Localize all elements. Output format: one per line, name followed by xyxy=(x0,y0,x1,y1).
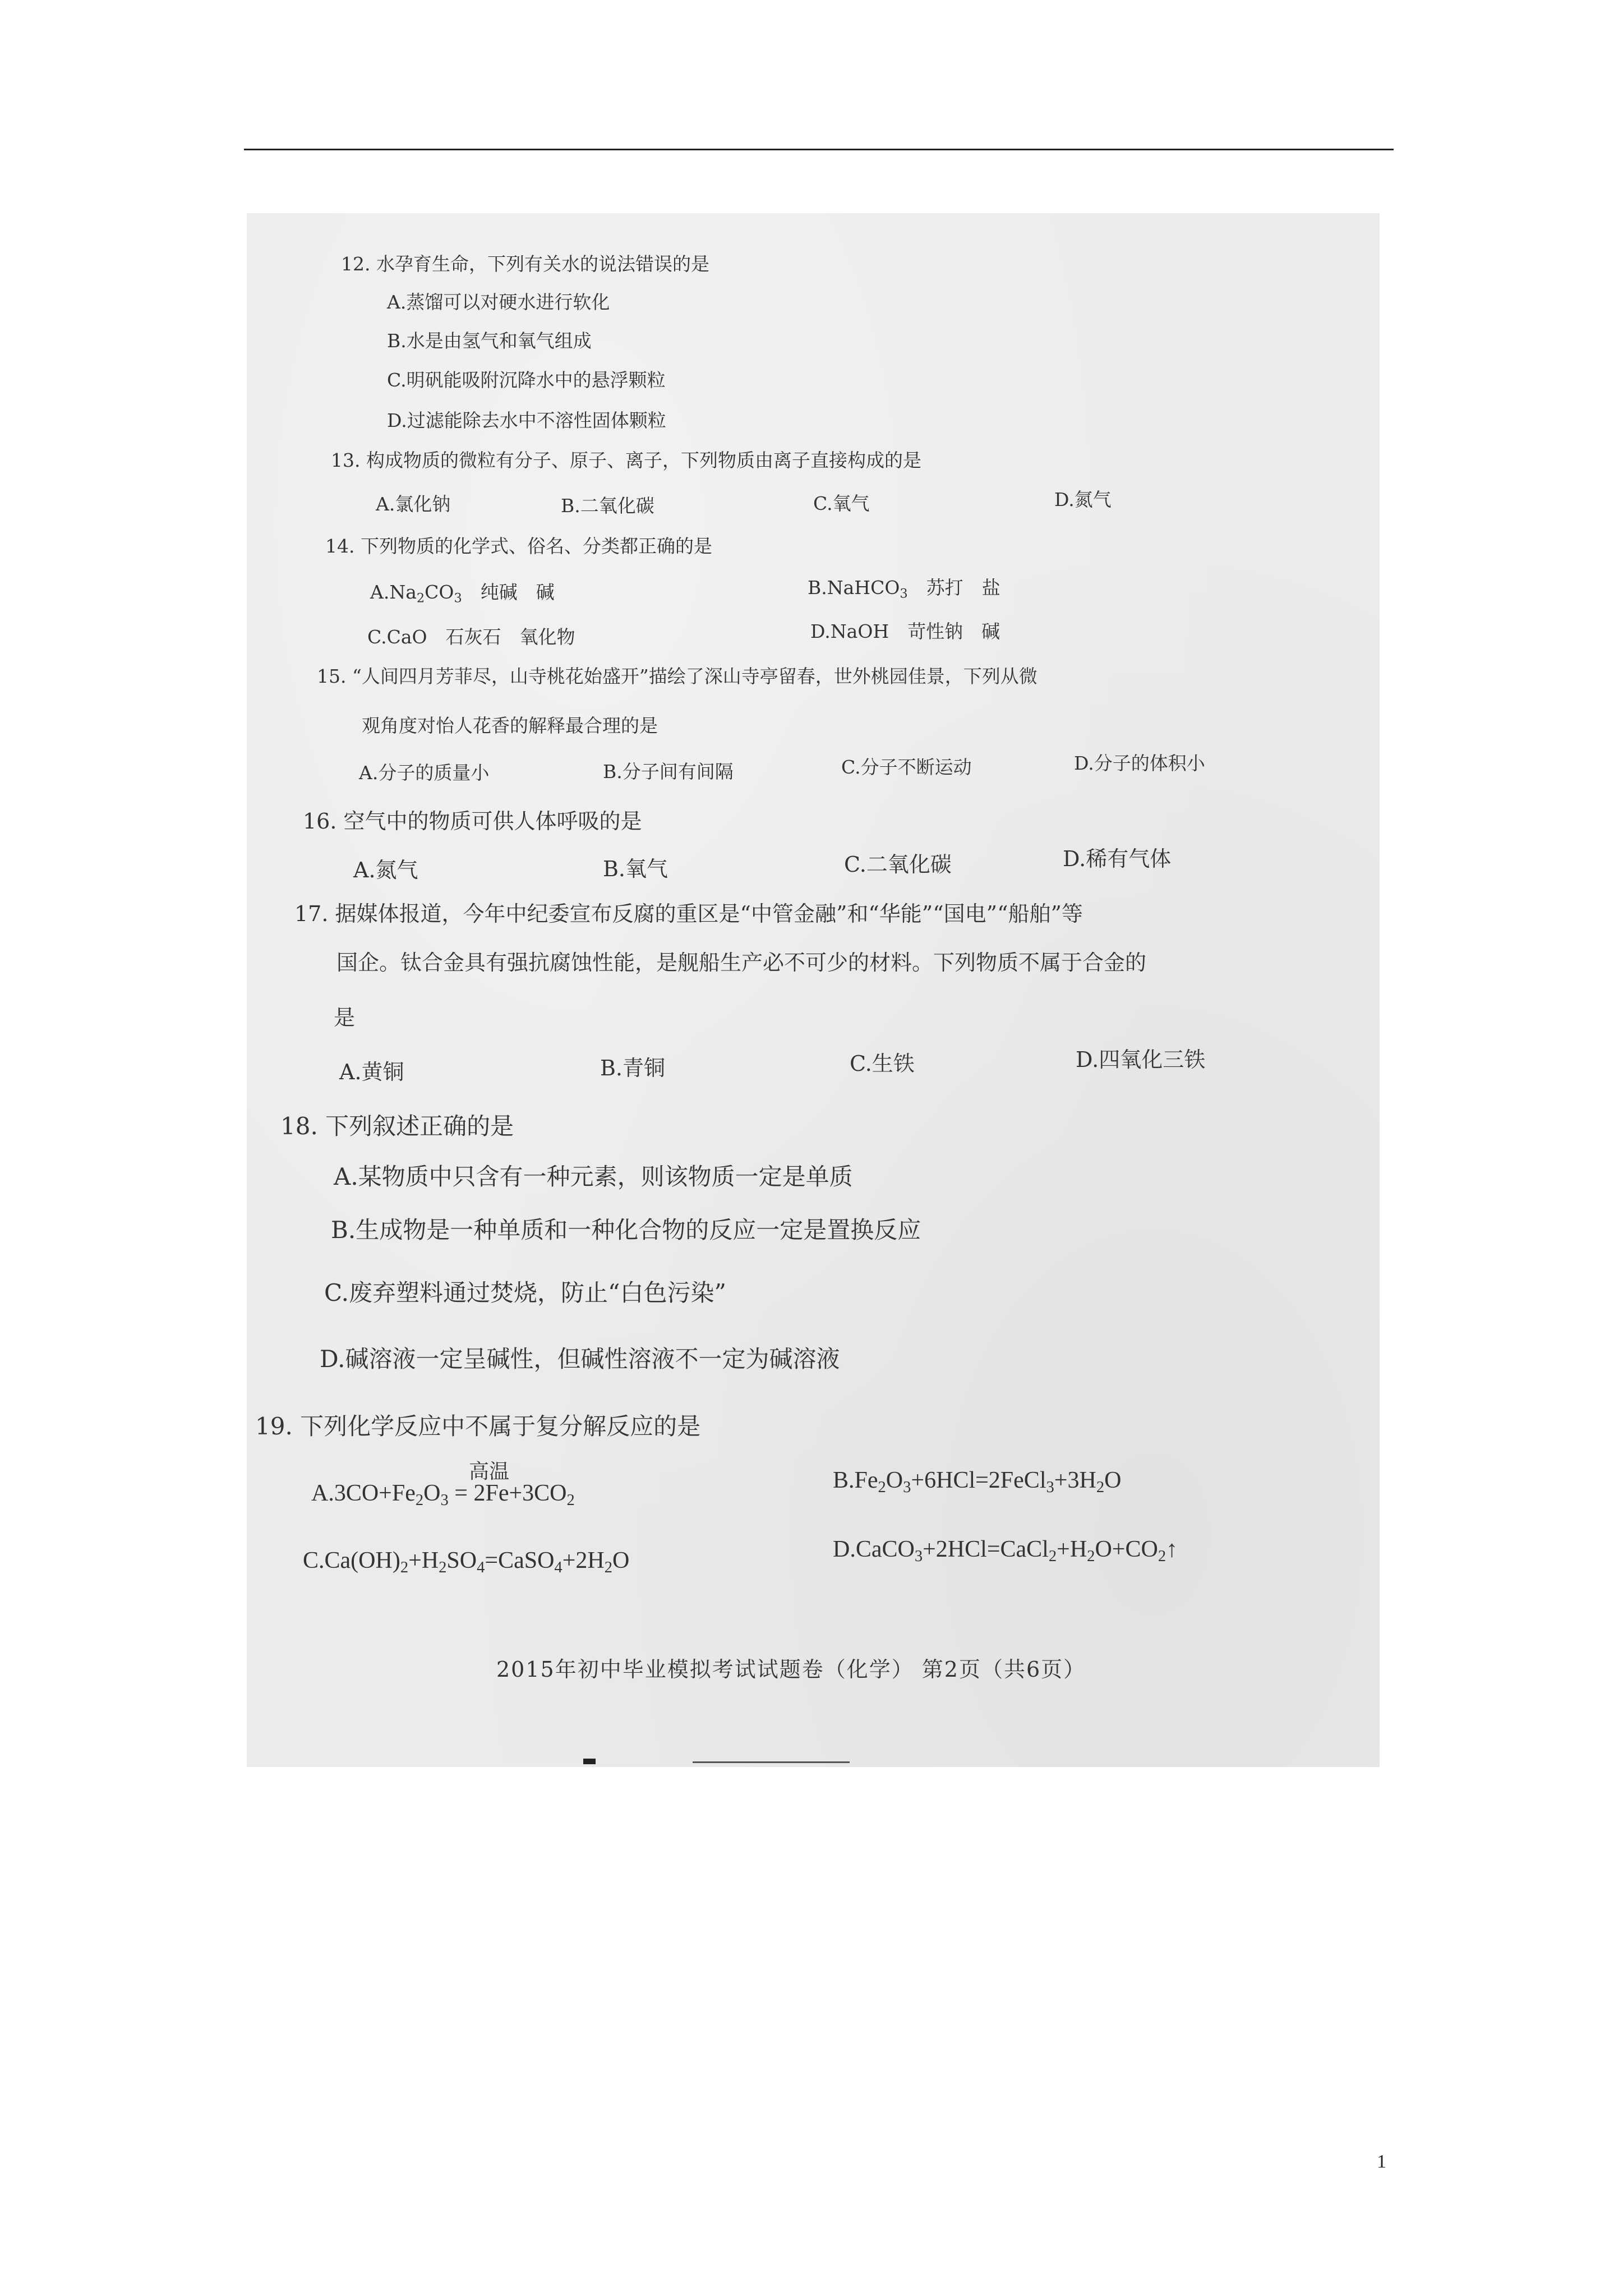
q17-option-c: C.生铁 xyxy=(850,1051,915,1076)
q13-option-c: C.氧气 xyxy=(813,493,870,514)
q15-option-a: A.分子的质量小 xyxy=(359,762,490,784)
q17-stem-line2: 国企。钛合金具有强抗腐蚀性能，是舰船生产必不可少的材料。下列物质不属于合金的 xyxy=(336,950,1147,975)
q18-option-c: C.废弃塑料通过焚烧，防止“白色污染” xyxy=(324,1279,726,1306)
q13-option-a: A.氯化钠 xyxy=(376,493,451,515)
q12-option-b: B.水是由氢气和氧气组成 xyxy=(387,330,592,352)
q18-stem: 18. 下列叙述正确的是 xyxy=(280,1112,514,1140)
q12-option-d: D.过滤能除去水中不溶性固体颗粒 xyxy=(387,409,666,431)
q18-option-a: A.某物质中只含有一种元素，则该物质一定是单质 xyxy=(334,1163,853,1190)
q14-option-b: B.NaHCO$_3$ 苏打 盐 xyxy=(808,577,1000,601)
q12-option-c: C.明矾能吸附沉降水中的悬浮颗粒 xyxy=(387,369,666,391)
q14-stem: 14. 下列物质的化学式、俗名、分类都正确的是 xyxy=(325,535,712,557)
q16-option-d: D.稀有气体 xyxy=(1063,846,1172,871)
q16-stem: 16. 空气中的物质可供人体呼吸的是 xyxy=(303,809,642,834)
q15-option-c: C.分子不断运动 xyxy=(841,756,972,778)
q18-option-b: B.生成物是一种单质和一种化合物的反应一定是置换反应 xyxy=(331,1216,921,1244)
q15-option-d: D.分子的体积小 xyxy=(1074,752,1205,774)
q16-option-a: A.氮气 xyxy=(353,858,418,882)
q17-option-b: B.青铜 xyxy=(600,1056,666,1080)
q15-stem-line1: 15. “人间四月芳菲尽，山寺桃花始盛开”描绘了深山寺亭留春，世外桃园佳景，下列从微 xyxy=(317,665,1038,687)
q14-option-d: D.NaOH 苛性钠 碱 xyxy=(810,620,1000,642)
scan-mark xyxy=(583,1759,596,1764)
q12-stem: 12. 水孕育生命，下列有关水的说法错误的是 xyxy=(341,253,709,275)
q17-stem-line1: 17. 据媒体报道，今年中纪委宣布反腐的重区是“中管金融”和“华能”“国电”“船舶”等 xyxy=(294,901,1083,926)
q13-stem: 13. 构成物质的微粒有分子、原子、离子，下列物质由离子直接构成的是 xyxy=(331,449,921,471)
q17-option-d: D.四氧化三铁 xyxy=(1076,1047,1206,1072)
q17-stem-line3: 是 xyxy=(334,1005,356,1030)
q15-option-b: B.分子间有间隔 xyxy=(603,761,734,783)
q12-option-a: A.蒸馏可以对硬水进行软化 xyxy=(387,291,610,313)
q16-option-c: C.二氧化碳 xyxy=(844,852,952,877)
header-rule xyxy=(244,149,1394,150)
q19-option-c: $C.Ca(OH)_2+H_2SO_4=CaSO_4+2H_2O$ xyxy=(303,1548,630,1576)
q18-option-d: D.碱溶液一定呈碱性，但碱性溶液不一定为碱溶液 xyxy=(320,1345,840,1373)
q16-option-b: B.氧气 xyxy=(603,857,668,881)
q13-option-b: B.二氧化碳 xyxy=(561,495,654,517)
page-number: 1 xyxy=(1377,2151,1386,2172)
q15-stem-line2: 观角度对怡人花香的解释最合理的是 xyxy=(362,715,658,737)
q13-option-d: D.氮气 xyxy=(1054,489,1112,510)
q14-option-a: $A.Na_2CO_3$ 纯碱 碱 xyxy=(370,581,555,606)
scan-line-mark xyxy=(693,1761,850,1763)
q19-option-d: $D.CaCO_3+2HCl=CaCl_2+H_2O+CO_2↑$ xyxy=(833,1536,1178,1565)
q17-option-a: A.黄铜 xyxy=(339,1060,404,1084)
q19-option-b: $B.Fe_2O_3+6HCl=2FeCl_3+3H_2O$ xyxy=(833,1467,1122,1496)
q19-stem: 19. 下列化学反应中不属于复分解反应的是 xyxy=(255,1412,701,1440)
q19-option-a: $A.3CO+Fe_2O_3 = 2Fe+3CO_2$ xyxy=(311,1480,575,1509)
q14-option-c: C.CaO 石灰石 氧化物 xyxy=(367,626,575,648)
q19-reaction-condition: 高温 xyxy=(469,1460,510,1483)
exam-footer: 2015年初中毕业模拟考试试题卷（化学） 第2页（共6页） xyxy=(496,1657,1086,1682)
